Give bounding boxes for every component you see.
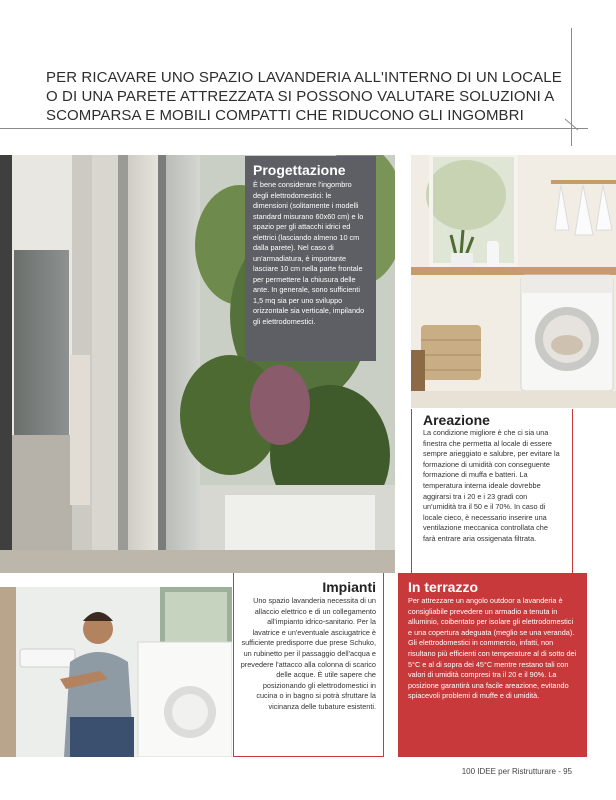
page-headline: PER RICAVARE UNO SPAZIO LAVANDERIA ALL'INTERNO DI UN LOCALE O DI UNA PARETE ATTREZZATA SI POSSONO VALUTARE SOLUZIONI A SCOMPARSA E MOBILI COMPATTI CHE RIDUCONO GLI INGOMBRI	[46, 69, 562, 124]
impianti-title: Impianti	[322, 579, 376, 595]
areazione-title: Areazione	[423, 412, 490, 428]
impianti-body: Uno spazio lavanderia necessita di un allaccio elettrico e di un collegamento all'impianto idrico-sanitario. Per la lavatrice e un'eventuale asciugatrice è sufficiente predisporre due prese Schuko, un rubinetto per il passaggio dell'acqua e prevedere l'attacco alla colonna di scarico delle acque. È utile sapere che posizionando gli elettrodomestici in cucina o in bagno si potrà sfruttare la vicinanza delle tubature esistenti.	[240, 596, 376, 711]
terrazzo-box	[398, 573, 587, 757]
terrazzo-title: In terrazzo	[408, 579, 479, 595]
areazione-box	[411, 409, 573, 574]
page-folio: 100 IDEE per Ristrutturare - 95	[461, 767, 572, 776]
terrazzo-body: Per attrezzare un angolo outdoor a lavanderia è consigliabile prevedere un armadio a tenuta in alluminio, coibentato per isolare gli elettrodomestici e una copertura adeguata (meglio se una veranda). Gli elettrodomestici in commercio, infatti, non risultano più efficienti con temperature al di sotto dei 5°C e al di sopra dei 45°C mentre restano tali con valori di umidità compresi tra il 20 e il 90%. La posizione garantirà una facile areazione, evitando spiacevoli problemi di muffe e di umidità.	[408, 596, 577, 701]
areazione-body: La condizione migliore è che ci sia una finestra che permetta al locale di essere sempre arieggiato e salubre, per evitare la formazione di umidità con conseguente formazione di muffa e batteri. La temperatura interna ideale dovrebbe aggirarsi tra i 20 e i 23 gradi con un'umidità tra il 50 e il 70%. In caso di locale cieco, è necessario inserire una ventilazione meccanica controllata che farà entrare aria ossigenata filtrata.	[423, 428, 560, 543]
progettazione-body: È bene considerare l'ingombro degli elettrodomestici: le dimensioni (solitamente i modelli standard misurano 60x60 cm) e lo spazio per gli attacchi idrici ed elettrici (lasciando almeno 10 cm dalla parete). Nel caso di un'armadiatura, è importante lasciare 10 cm nella parte frontale per permettere la chiusura delle ante. In generale, sono sufficienti 1,5 mq sia per uno sviluppo orizzontale sia verticale, impilando gli elettrodomestici.	[253, 180, 365, 326]
header-rule	[0, 128, 588, 129]
impianti-box	[233, 573, 384, 757]
progettazione-panel	[245, 156, 376, 361]
progettazione-title: Progettazione	[253, 162, 346, 178]
plumber-photo	[0, 587, 232, 757]
crop-mark-vertical	[571, 28, 572, 146]
laundry-room-photo	[411, 155, 616, 408]
